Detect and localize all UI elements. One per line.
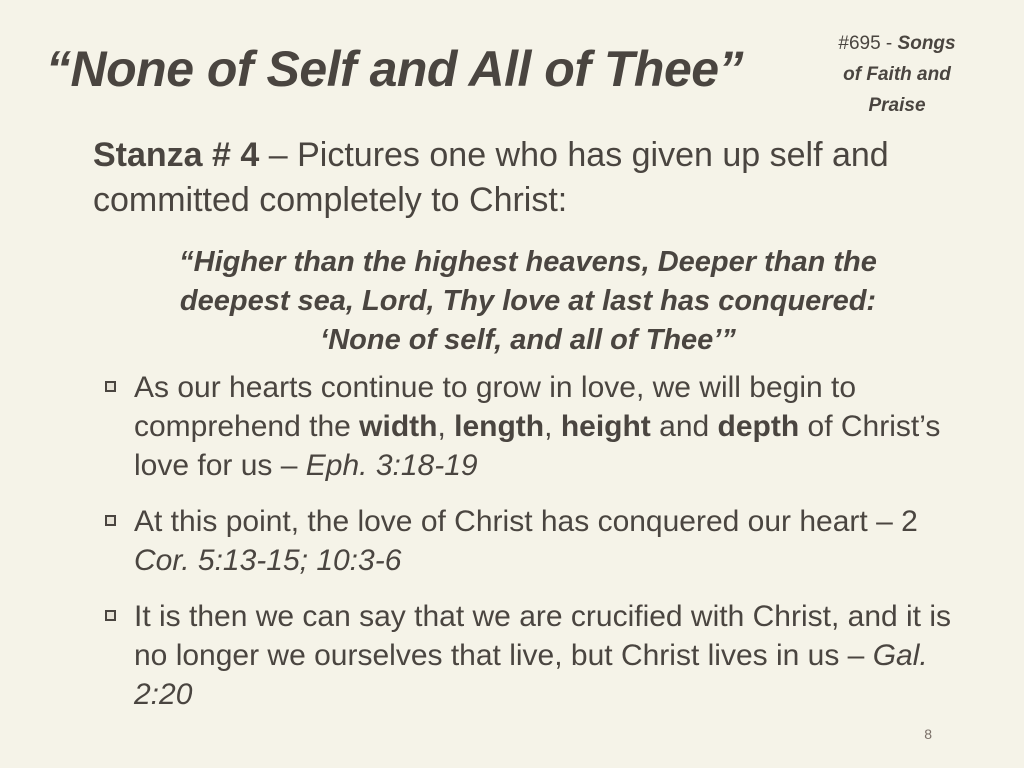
bullet-text: and	[650, 410, 718, 443]
slide-title: “None of Self and All of Thee”	[46, 41, 744, 97]
bullet-list	[105, 368, 965, 731]
hymn-quote	[88, 243, 968, 360]
separator: ,	[437, 410, 455, 443]
bullet-item	[105, 597, 965, 714]
emphasis-height: height	[560, 410, 651, 443]
scripture-reference: Gal. 2:20	[134, 639, 928, 711]
bullet-text: It is then we can say that we are crucified with Christ, and it is no longer we ourselves that live, but Christ lives in us –	[134, 600, 952, 672]
bullet-text: At this point, the love of Christ has conquered our heart –	[134, 505, 902, 538]
bullet-item	[105, 368, 965, 485]
stanza-heading: Stanza # 4	[93, 136, 260, 174]
scripture-reference-number: 2	[901, 505, 918, 538]
hymn-number: #695 -	[838, 33, 898, 54]
emphasis-length: length	[454, 410, 545, 443]
hymn-book-line3: Praise	[868, 95, 926, 116]
scripture-reference: Eph. 3:18-19	[305, 449, 478, 482]
square-bullet-icon	[105, 381, 116, 392]
scripture-reference: Cor. 5:13-15; 10:3-6	[134, 544, 402, 577]
emphasis-width: width	[359, 410, 438, 443]
quote-line-1: “Higher than the highest heavens, Deeper than the	[179, 246, 877, 278]
bullet-item	[105, 502, 965, 580]
stanza-description: – Pictures one who has given up self and committed completely to Christ:	[93, 136, 889, 219]
stanza-intro	[93, 133, 973, 223]
square-bullet-icon	[105, 610, 116, 621]
bullet-text: of Christ’s love for us –	[134, 410, 941, 482]
hymn-reference	[822, 28, 972, 121]
page-number: 8	[924, 726, 932, 742]
separator: ,	[544, 410, 561, 443]
square-bullet-icon	[105, 515, 116, 526]
hymn-book-line2: of Faith and	[843, 64, 951, 85]
emphasis-depth: depth	[717, 410, 800, 443]
hymn-book-line1: Songs	[897, 33, 956, 54]
quote-line-3: ‘None of self, and all of Thee’”	[320, 324, 736, 356]
bullet-text: As our hearts continue to grow in love, we will begin to comprehend the	[134, 371, 857, 443]
quote-line-2: deepest sea, Lord, Thy love at last has conquered:	[179, 285, 877, 317]
